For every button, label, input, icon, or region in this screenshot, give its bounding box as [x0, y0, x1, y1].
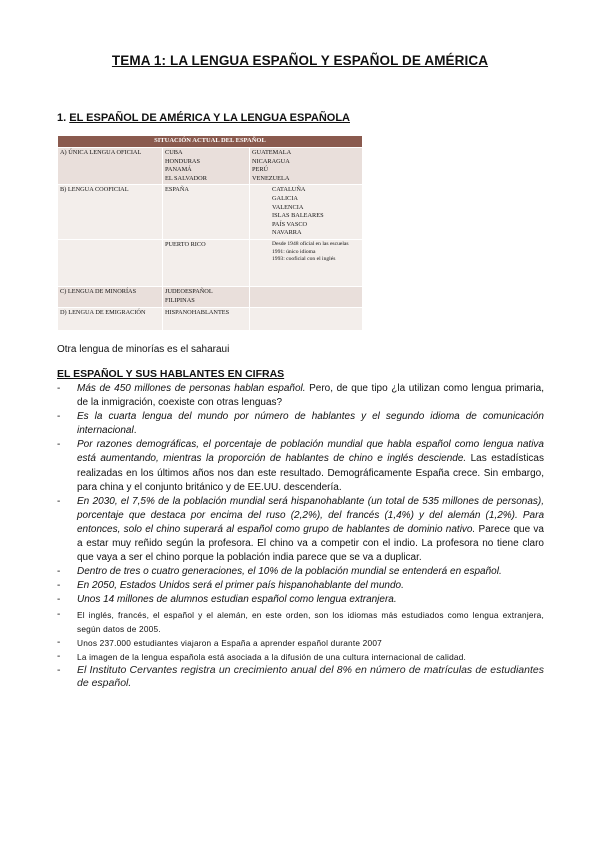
fact-comment: Pero, de que tipo ¿la utilizan como lengua primaria, de la inmigración, coexiste con otras lenguas? [77, 383, 544, 409]
list-item [57, 593, 544, 607]
table-cell-country: PUERTO RICO [163, 239, 250, 286]
fact-italic: Por razones demográficas, el porcentaje de población mundial que habla español como lengua nativa está aumentando, mientras la proporción de hablantes de chino e inglés desciende. [77, 439, 544, 465]
fact-italic: Dentro de tres o cuatro generaciones, el 10% de la población mundial se entenderá en español. [77, 566, 502, 578]
fact-text: El inglés, francés, el español y el alemán, en este orden, son los idiomas más estudiados como lengua extranjera, según datos de 2005. [77, 609, 544, 634]
table-row [58, 286, 362, 307]
fact-comment: Las estadísticas realizadas en los últimos años nos dan este resultado. Demográficamente España crece. Sin embargo, para china y el conjunto británico y de EE.UU. descendería. [77, 453, 544, 493]
table-cell-category [58, 239, 163, 286]
dash-bullet: - [57, 594, 61, 606]
table-header: SITUACIÓN ACTUAL DEL ESPAÑOL [58, 136, 362, 148]
fact-italic: Más de 450 millones de personas hablan español. [77, 383, 306, 394]
situation-table [58, 136, 362, 330]
minority-language-note: Otra lengua de minorías es el saharaui [57, 344, 230, 355]
list-item [57, 636, 544, 650]
section-1-title: EL ESPAÑOL DE AMÉRICA Y LA LENGUA ESPAÑOLA [69, 112, 350, 124]
table-cell-empty [250, 286, 363, 307]
dash-bullet: - [57, 580, 61, 592]
fact-italic: En 2050, Estados Unidos será el primer país hispanohablante del mundo. [77, 580, 404, 592]
table-cell-communities: JUDEOESPAÑOL FILIPINAS [163, 286, 250, 307]
section-2-heading: EL ESPAÑOL Y SUS HABLANTES EN CIFRAS [57, 368, 285, 380]
table-cell-category: C) LENGUA DE MINORÍAS [58, 286, 163, 307]
table-row [58, 148, 362, 185]
document-title: TEMA 1: LA LENGUA ESPAÑOL Y ESPAÑOL DE AMÉRICA [111, 53, 489, 68]
list-item [57, 495, 544, 565]
table-cell-countries: CUBA HONDURAS PANAMÁ EL SALVADOR [163, 148, 250, 185]
table-cell-countries: GUATEMALA NICARAGUA PERÚ VENEZUELA [250, 148, 363, 185]
table-row [58, 307, 362, 330]
table-cell-regions: CATALUÑA GALICIA VALENCIA ISLAS BALEARES PAÍS VASCO NAVARRA [250, 185, 363, 240]
list-item [57, 410, 544, 438]
table-row [58, 239, 362, 286]
list-item [57, 579, 544, 593]
table-cell-category: D) LENGUA DE EMIGRACIÓN [58, 307, 163, 330]
fact-comment: . [133, 425, 137, 437]
dash-bullet: - [57, 439, 61, 451]
dash-bullet: - [57, 411, 61, 423]
dash-bullet: - [57, 651, 61, 663]
fact-text: Unos 237.000 estudiantes viajaron a España a aprender español durante 2007 [77, 637, 382, 648]
fact-italic: Unos 14 millones de alumnos estudian español como lengua extranjera. [77, 594, 397, 606]
table-cell-country: ESPAÑA [163, 185, 250, 240]
section-1-number: 1. [57, 112, 67, 124]
fact-text: La imagen de la lengua española está asociada a la difusión de una cultura internacional de calidad. [77, 652, 467, 663]
list-item [57, 608, 544, 636]
dash-bullet: - [57, 664, 61, 677]
dash-bullet: - [57, 608, 61, 620]
list-item [57, 565, 544, 579]
section-1-heading [57, 112, 350, 124]
fact-comment: Parece que va a estar muy reñido según la profesora. El chino va a competir con el indio. La profesora no tiene claro que vaya a ser el chino porque la población india parece que se va a duplicar. [77, 523, 544, 564]
table-cell-notes: Desde 1948 oficial en las escuelas 1991: único idioma 1993: cooficial con el inglés [250, 239, 363, 286]
list-item [57, 438, 544, 494]
dash-bullet: - [57, 566, 61, 578]
facts-list [57, 382, 544, 690]
list-item [57, 382, 544, 410]
table-cell-category: A) ÚNICA LENGUA OFICIAL [58, 148, 163, 185]
fact-italic: El Instituto Cervantes registra un crecimiento anual del 8% en número de matrículas de estudiantes de español. [77, 664, 544, 690]
fact-italic: En 2030, el 7,5% de la población mundial será hispanohablante (un total de 535 millones de personas), porcentaje que destaca por encima del ruso (2,2%), del francés (1,4%) y del alemán (1,2%). Para entonces, solo el chino superará al español como grupo de hablantes de dominio nativo. [77, 495, 544, 535]
fact-italic: Es la cuarta lengua del mundo por número de hablantes y el segundo idioma de comunicación internacional [77, 411, 544, 437]
dash-bullet: - [57, 495, 61, 507]
table-row [58, 185, 362, 240]
list-item [57, 650, 544, 664]
dash-bullet: - [57, 636, 61, 648]
list-item [57, 664, 544, 690]
table-cell-group: HISPANOHABLANTES [163, 307, 250, 330]
table-cell-empty [250, 307, 363, 330]
table-cell-category: B) LENGUA COOFICIAL [58, 185, 163, 240]
dash-bullet: - [57, 383, 61, 394]
